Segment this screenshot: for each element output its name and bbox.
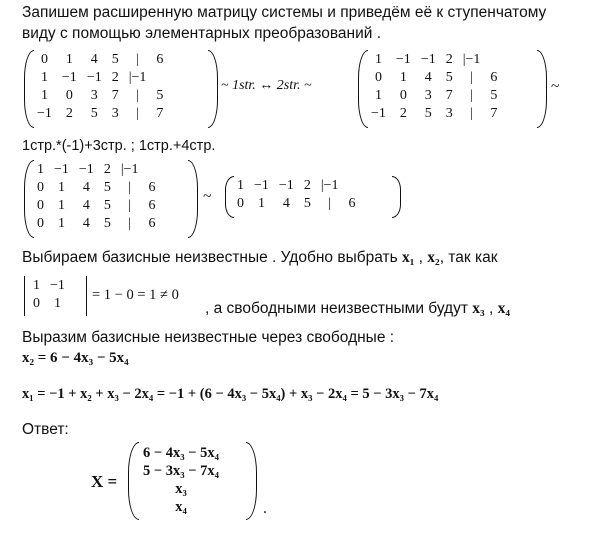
m1-cell: 7: [156, 106, 164, 121]
m4-cell: 6: [348, 196, 356, 211]
m3-cell: 4: [82, 198, 90, 213]
answer-right-paren: [246, 442, 257, 520]
m4-cell: 4: [282, 196, 290, 211]
matrix-3: [32, 161, 161, 233]
m2-cell: 1: [374, 88, 382, 103]
m3-cell: −1: [78, 162, 94, 177]
m4-cell: |−1: [320, 178, 339, 193]
m3-cell: 0: [37, 216, 44, 231]
m1-right-paren: [208, 50, 218, 128]
m2-cell: 1: [399, 70, 407, 85]
m2-cell: 2: [445, 52, 453, 67]
m2-cell: 1: [374, 52, 382, 67]
m1-cell: 5: [111, 52, 119, 67]
free-var-x4: x₄: [497, 300, 511, 317]
m4-cell: 5: [303, 196, 311, 211]
m4-cell: 1: [257, 196, 265, 211]
equation-x2: x₂ = 6 − 4x₃ − 5x₄: [22, 350, 129, 366]
m2-cell: −1: [371, 106, 386, 121]
matrix-4: [232, 177, 361, 213]
det-row: [28, 295, 70, 313]
intro-line-1: Запишем расширенную матрицу системы и приведём её к ступенчатому: [22, 4, 547, 21]
m2-right-paren: [537, 50, 547, 128]
answer-row-2: 5 − 3x₃ − 7x₄: [143, 463, 219, 479]
basis-var-x1: x₁: [401, 249, 415, 266]
m1-cell: |: [136, 52, 139, 67]
det-row: [28, 277, 70, 295]
m1-cell: [151, 69, 168, 87]
m3-cell: 1: [37, 162, 44, 177]
m3-cell: 5: [103, 198, 111, 213]
m2-cell: 5: [445, 70, 453, 85]
det-cell: 1: [33, 278, 40, 293]
m2-cell: |: [470, 106, 473, 121]
matrix-1: [32, 51, 168, 123]
answer-row-1: 6 − 4x₃ − 5x₄: [143, 445, 219, 461]
m2-cell: 5: [424, 106, 432, 121]
m3-cell: |: [128, 216, 132, 231]
m3-cell: 6: [148, 198, 156, 213]
m3-cell: 5: [103, 180, 111, 195]
m2-row: [366, 51, 502, 69]
answer-X-label: X =: [91, 472, 118, 491]
m1-cell: 7: [111, 88, 119, 103]
m3-cell: |: [128, 180, 132, 195]
m1-row: [32, 105, 168, 123]
m3-cell: 6: [148, 216, 156, 231]
m2-cell: 2: [399, 106, 407, 121]
m1-cell: 4: [90, 52, 98, 67]
m4-cell: |: [328, 196, 332, 211]
det-value: = 1 − 0 = 1 ≠ 0: [92, 287, 179, 303]
m3-cell: 5: [103, 216, 111, 231]
m1-cell: 2: [65, 106, 73, 121]
answer-label: Ответ:: [22, 421, 69, 438]
m3-cell: [144, 161, 161, 179]
m3-cell: 2: [103, 162, 111, 177]
m4-cell: 0: [237, 196, 244, 211]
det-cell: 0: [33, 296, 40, 311]
m4-cell: 1: [237, 178, 244, 193]
det-cell: −1: [50, 278, 65, 293]
m3-cell: 1: [57, 198, 65, 213]
m1-cell: 0: [65, 88, 73, 103]
m1-cell: −1: [37, 106, 52, 121]
free-var-x3: x₃: [472, 300, 485, 317]
matrix-2: [366, 51, 502, 123]
m1-cell: 2: [111, 70, 119, 85]
m4-cell: −1: [254, 178, 269, 193]
m2-cell: 7: [445, 88, 453, 103]
det-cell: 1: [53, 296, 61, 311]
equation-x1: x₁ = −1 + x₂ + x₃ − 2x₄ = −1 + (6 − 4x₃ − 5x₄) + x₃ − 2x₄ = 5 − 3x₃ − 7x₄: [22, 386, 439, 402]
m3-row: [32, 215, 161, 233]
m4-cell: 2: [303, 178, 311, 193]
m3-right-paren: [188, 160, 198, 238]
m2-cell: 3: [424, 88, 432, 103]
m4-cell: −1: [278, 178, 294, 193]
determinant: [28, 277, 70, 313]
m1-row: [32, 51, 168, 69]
m2-row: [366, 87, 502, 105]
m3-cell: 0: [37, 180, 44, 195]
m3-cell: −1: [54, 162, 69, 177]
m1-cell: 0: [40, 52, 48, 67]
basis-var-x2: x₂: [427, 249, 440, 266]
final-dot: .: [263, 500, 267, 517]
m1-cell: 1: [40, 88, 48, 103]
m1-cell: −1: [86, 70, 102, 85]
m3-cell: 1: [57, 216, 65, 231]
m3-cell: 4: [82, 180, 90, 195]
basis-text: Выбираем базисные неизвестные . Удобно выбрать x₁ , x₂, так как: [22, 249, 498, 266]
swap-label: ~ 1str. ↔ 2str. ~: [221, 78, 312, 93]
m1-cell: 5: [156, 88, 164, 103]
m1-cell: 5: [90, 106, 98, 121]
m2-cell: 0: [399, 88, 407, 103]
m1-cell: |: [136, 106, 139, 121]
m1-row: [32, 69, 168, 87]
m2-row: [366, 105, 502, 123]
free-sentence: , а свободными неизвестными будут: [205, 300, 468, 317]
m3-row: [32, 161, 161, 179]
express-text: Выразим базисные неизвестные через свободные :: [22, 329, 395, 346]
m2-row: [366, 69, 502, 87]
m4-row: [232, 195, 361, 213]
row-operations: 1стр.*(-1)+3стр. ; 1стр.+4стр.: [22, 138, 216, 154]
m3-cell: 4: [82, 216, 90, 231]
tilde-2: ~: [203, 188, 212, 205]
m3-cell: 1: [57, 180, 65, 195]
m2-cell: 4: [424, 70, 432, 85]
m1-cell: −1: [61, 70, 77, 85]
intro-line-2: виду с помощью элементарных преобразований .: [22, 25, 382, 42]
answer-row-4: x₄: [175, 499, 187, 515]
m2-cell: |: [470, 70, 473, 85]
m4-cell: [344, 177, 361, 195]
basis-sentence: Выбираем базисные неизвестные . Удобно выбрать: [22, 249, 398, 266]
m3-cell: |−1: [120, 162, 139, 177]
m1-cell: 3: [111, 106, 119, 121]
det-right-bar: [86, 276, 87, 316]
m1-row: [32, 87, 168, 105]
m1-cell: 1: [65, 52, 73, 67]
m3-cell: |: [128, 198, 132, 213]
m2-cell: −1: [395, 52, 411, 67]
m3-row: [32, 197, 161, 215]
m1-cell: 3: [90, 88, 98, 103]
m2-cell: 3: [445, 106, 453, 121]
m3-cell: 6: [148, 180, 156, 195]
m2-cell: 0: [374, 70, 382, 85]
m1-cell: |−1: [128, 70, 147, 85]
m1-cell: 1: [40, 70, 48, 85]
basis-tail: , так как: [439, 249, 498, 266]
m2-cell: 6: [490, 70, 498, 85]
m1-cell: 6: [156, 52, 164, 67]
free-text: , а свободными неизвестными будут x₃ , x₄: [205, 300, 511, 317]
tilde-1: ~: [551, 78, 560, 95]
m3-cell: 0: [37, 198, 44, 213]
answer-row-3: x₃: [175, 481, 187, 497]
m2-cell: 7: [490, 106, 498, 121]
m1-cell: |: [136, 88, 139, 103]
m2-cell: |: [470, 88, 473, 103]
m2-cell: 5: [490, 88, 498, 103]
m4-right-paren: [392, 176, 401, 218]
m2-cell: |−1: [462, 52, 481, 67]
answer-vector: [138, 444, 224, 516]
m3-row: [32, 179, 161, 197]
m2-cell: −1: [420, 52, 436, 67]
m2-cell: [485, 51, 502, 69]
m4-row: [232, 177, 361, 195]
det-left-bar: [24, 276, 25, 316]
